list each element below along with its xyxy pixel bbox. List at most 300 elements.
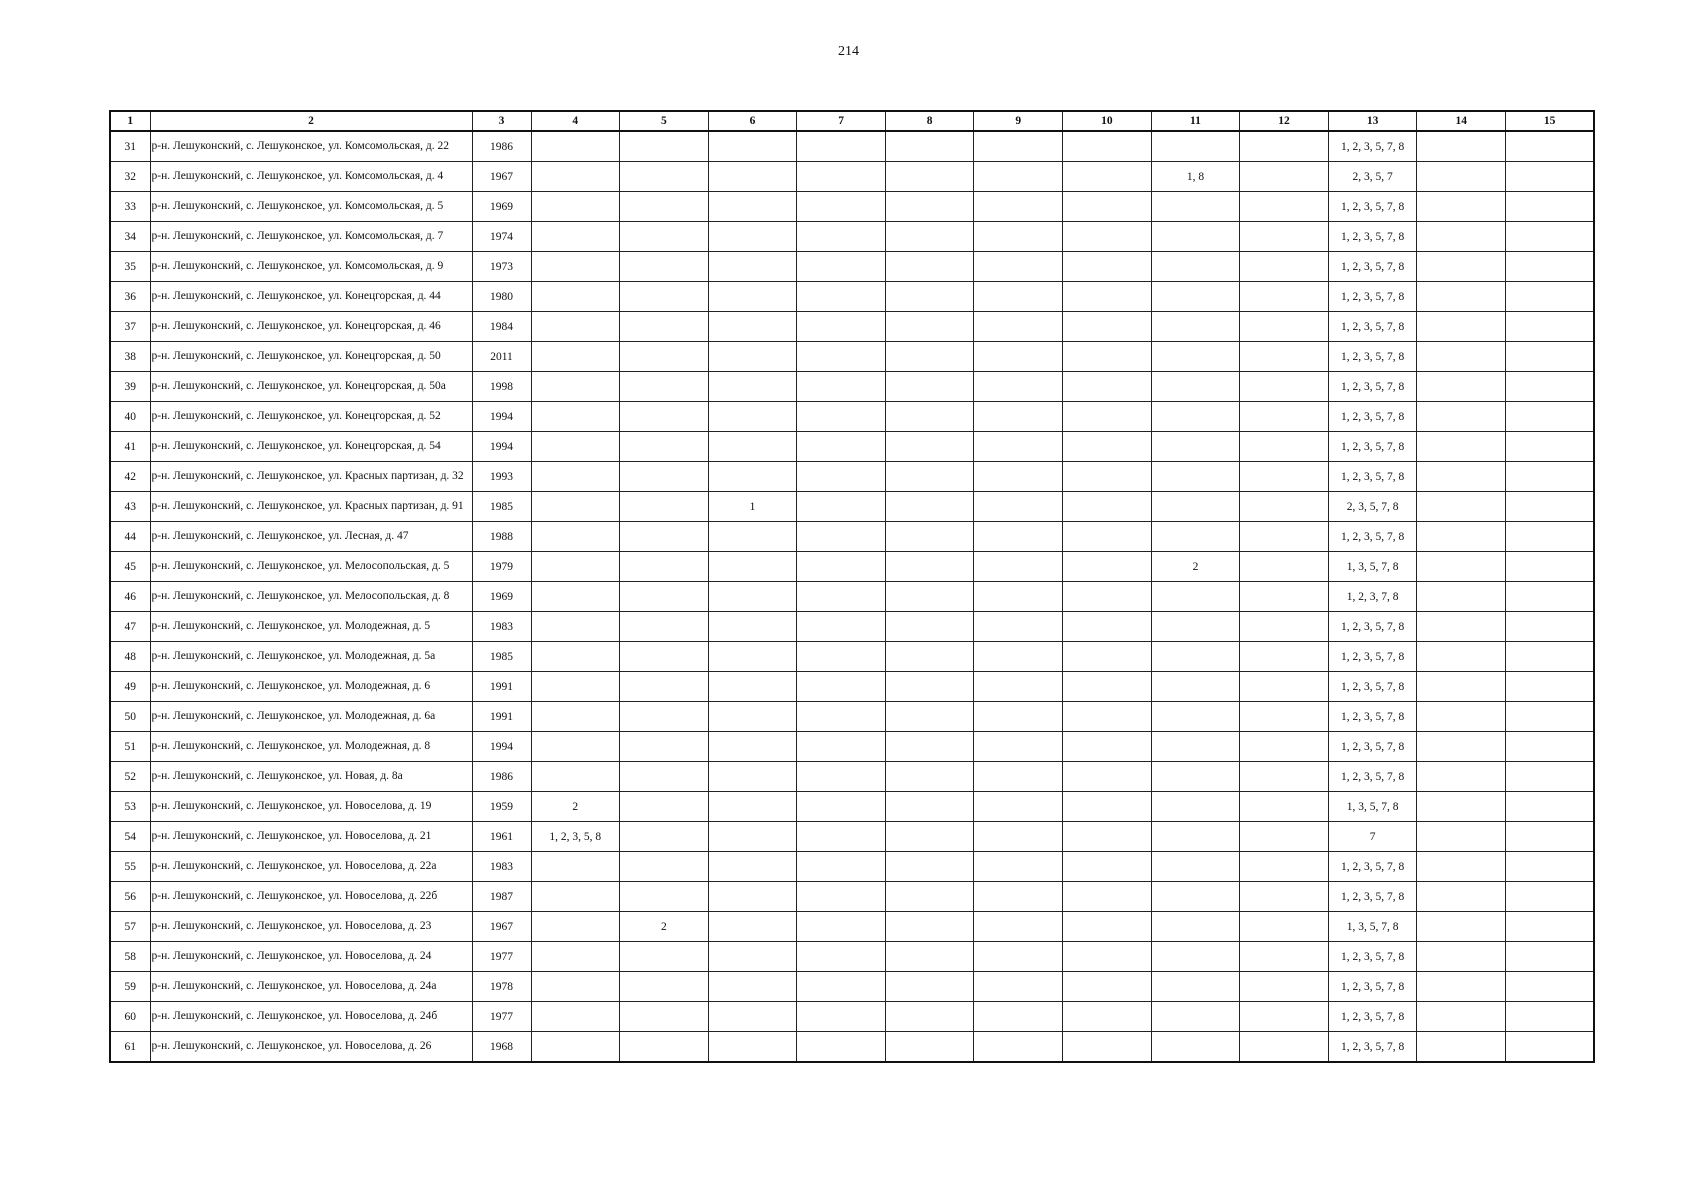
- table-cell: [974, 852, 1063, 882]
- table-cell: [1240, 342, 1329, 372]
- table-cell: 1, 2, 3, 5, 7, 8: [1328, 672, 1417, 702]
- table-cell: [797, 252, 886, 282]
- table-cell: 1, 2, 3, 5, 7, 8: [1328, 522, 1417, 552]
- table-cell: [708, 672, 797, 702]
- table-cell: [1506, 732, 1595, 762]
- table-cell: [1063, 882, 1152, 912]
- table-cell: [1417, 1002, 1506, 1032]
- table-cell: [1240, 372, 1329, 402]
- table-cell: [620, 192, 709, 222]
- table-cell: [885, 162, 974, 192]
- table-cell: [620, 972, 709, 1002]
- table-cell: [531, 642, 620, 672]
- header-row: [110, 111, 1594, 131]
- table-cell: [708, 522, 797, 552]
- table-cell: [620, 312, 709, 342]
- row-number-cell: 32: [110, 162, 150, 192]
- table-row: [110, 762, 1594, 792]
- table-cell: [1506, 492, 1595, 522]
- table-cell: [531, 131, 620, 162]
- row-number-cell: 44: [110, 522, 150, 552]
- table-cell: [1240, 282, 1329, 312]
- table-cell: [974, 552, 1063, 582]
- table-cell: [885, 762, 974, 792]
- table-cell: [531, 1002, 620, 1032]
- table-cell: [1063, 131, 1152, 162]
- table-cell: [974, 1002, 1063, 1032]
- table-cell: [1063, 852, 1152, 882]
- table-cell: 1, 3, 5, 7, 8: [1328, 792, 1417, 822]
- table-cell: [797, 432, 886, 462]
- table-cell: [797, 492, 886, 522]
- row-number-cell: 41: [110, 432, 150, 462]
- table-cell: [1506, 192, 1595, 222]
- table-cell: 1, 2, 3, 5, 7, 8: [1328, 312, 1417, 342]
- table-cell: [1063, 942, 1152, 972]
- table-cell: [797, 822, 886, 852]
- row-number-cell: 34: [110, 222, 150, 252]
- table-row: [110, 582, 1594, 612]
- table-cell: [1063, 432, 1152, 462]
- table-cell: [1506, 462, 1595, 492]
- table-row: [110, 822, 1594, 852]
- table-cell: [1417, 312, 1506, 342]
- table-cell: 2, 3, 5, 7: [1328, 162, 1417, 192]
- table-cell: [1063, 822, 1152, 852]
- table-cell: 1, 2, 3, 5, 7, 8: [1328, 732, 1417, 762]
- table-cell: [1063, 732, 1152, 762]
- table-cell: [1240, 912, 1329, 942]
- address-cell: р-н. Лешуконский, с. Лешуконское, ул. Комсомольская, д. 22: [150, 131, 472, 162]
- table-cell: [797, 672, 886, 702]
- data-table: [109, 110, 1595, 1063]
- table-cell: 1, 2, 3, 5, 7, 8: [1328, 612, 1417, 642]
- table-cell: [1240, 882, 1329, 912]
- table-cell: [1063, 462, 1152, 492]
- table-cell: [974, 282, 1063, 312]
- table-cell: [885, 822, 974, 852]
- table-cell: 1, 2, 3, 5, 7, 8: [1328, 1002, 1417, 1032]
- year-cell: 2011: [472, 342, 531, 372]
- table-cell: [1506, 852, 1595, 882]
- table-cell: 2: [1151, 552, 1240, 582]
- address-cell: р-н. Лешуконский, с. Лешуконское, ул. Новоселова, д. 24: [150, 942, 472, 972]
- table-cell: [974, 762, 1063, 792]
- row-number-cell: 42: [110, 462, 150, 492]
- table-cell: 2: [620, 912, 709, 942]
- table-cell: [1151, 372, 1240, 402]
- table-cell: [620, 792, 709, 822]
- table-cell: [1151, 252, 1240, 282]
- table-cell: [1506, 432, 1595, 462]
- table-cell: [708, 282, 797, 312]
- year-cell: 1978: [472, 972, 531, 1002]
- table-cell: [1063, 342, 1152, 372]
- table-cell: [1417, 131, 1506, 162]
- table-cell: [1417, 552, 1506, 582]
- year-cell: 1968: [472, 1032, 531, 1063]
- table-cell: [620, 762, 709, 792]
- table-cell: 1, 2, 3, 5, 7, 8: [1328, 402, 1417, 432]
- row-number-cell: 36: [110, 282, 150, 312]
- table-cell: [885, 732, 974, 762]
- table-cell: [974, 792, 1063, 822]
- address-cell: р-н. Лешуконский, с. Лешуконское, ул. Мелосопольская, д. 8: [150, 582, 472, 612]
- table-cell: [1506, 702, 1595, 732]
- table-cell: [885, 852, 974, 882]
- table-cell: 1, 2, 3, 5, 7, 8: [1328, 882, 1417, 912]
- table-cell: [531, 582, 620, 612]
- table-cell: [1151, 462, 1240, 492]
- table-cell: [531, 882, 620, 912]
- table-cell: [797, 522, 886, 552]
- table-row: [110, 312, 1594, 342]
- table-cell: [620, 552, 709, 582]
- table-cell: [1240, 252, 1329, 282]
- table-cell: [620, 492, 709, 522]
- table-cell: [531, 702, 620, 732]
- table-cell: [1151, 522, 1240, 552]
- table-cell: [708, 131, 797, 162]
- year-cell: 1980: [472, 282, 531, 312]
- table-cell: [620, 1002, 709, 1032]
- table-cell: [1417, 432, 1506, 462]
- table-cell: [1240, 432, 1329, 462]
- table-cell: [1063, 792, 1152, 822]
- table-cell: [1417, 702, 1506, 732]
- table-row: [110, 522, 1594, 552]
- table-cell: [708, 582, 797, 612]
- table-cell: 1, 2, 3, 5, 7, 8: [1328, 1032, 1417, 1063]
- table-cell: [797, 582, 886, 612]
- address-cell: р-н. Лешуконский, с. Лешуконское, ул. Новоселова, д. 23: [150, 912, 472, 942]
- table-cell: [974, 822, 1063, 852]
- table-row: [110, 972, 1594, 1002]
- year-cell: 1991: [472, 702, 531, 732]
- table-cell: [1506, 912, 1595, 942]
- table-cell: [885, 131, 974, 162]
- table-cell: [974, 522, 1063, 552]
- table-cell: [797, 792, 886, 822]
- row-number-cell: 55: [110, 852, 150, 882]
- table-cell: [1151, 702, 1240, 732]
- year-cell: 1986: [472, 762, 531, 792]
- table-cell: [1151, 642, 1240, 672]
- table-cell: [531, 672, 620, 702]
- table-cell: [1151, 732, 1240, 762]
- table-cell: [1151, 612, 1240, 642]
- table-cell: [531, 462, 620, 492]
- table-cell: [708, 612, 797, 642]
- table-cell: [708, 882, 797, 912]
- table-cell: [1506, 402, 1595, 432]
- table-cell: [1063, 702, 1152, 732]
- table-cell: [708, 702, 797, 732]
- table-cell: [1063, 972, 1152, 1002]
- column-header-9: 9: [974, 111, 1063, 131]
- column-header-11: 11: [1151, 111, 1240, 131]
- table-cell: [708, 852, 797, 882]
- address-cell: р-н. Лешуконский, с. Лешуконское, ул. Комсомольская, д. 7: [150, 222, 472, 252]
- year-cell: 1959: [472, 792, 531, 822]
- table-cell: [885, 492, 974, 522]
- year-cell: 1998: [472, 372, 531, 402]
- year-cell: 1994: [472, 732, 531, 762]
- table-cell: [708, 222, 797, 252]
- table-cell: [1151, 1002, 1240, 1032]
- table-cell: [531, 252, 620, 282]
- table-cell: [797, 972, 886, 1002]
- table-cell: [797, 192, 886, 222]
- table-cell: [974, 1032, 1063, 1063]
- table-cell: [1417, 372, 1506, 402]
- year-cell: 1988: [472, 522, 531, 552]
- table-cell: [797, 732, 886, 762]
- table-cell: [1240, 762, 1329, 792]
- table-cell: [885, 372, 974, 402]
- table-cell: [708, 792, 797, 822]
- table-cell: [797, 342, 886, 372]
- table-cell: [1151, 582, 1240, 612]
- address-cell: р-н. Лешуконский, с. Лешуконское, ул. Новоселова, д. 21: [150, 822, 472, 852]
- table-cell: [1151, 432, 1240, 462]
- table-cell: [1417, 792, 1506, 822]
- table-cell: [1063, 402, 1152, 432]
- address-cell: р-н. Лешуконский, с. Лешуконское, ул. Лесная, д. 47: [150, 522, 472, 552]
- table-cell: [620, 582, 709, 612]
- table-row: [110, 912, 1594, 942]
- year-cell: 1985: [472, 642, 531, 672]
- table-cell: [1240, 942, 1329, 972]
- address-cell: р-н. Лешуконский, с. Лешуконское, ул. Конецгорская, д. 50а: [150, 372, 472, 402]
- table-cell: [1151, 972, 1240, 1002]
- table-cell: [1151, 792, 1240, 822]
- table-cell: [797, 642, 886, 672]
- table-cell: [1240, 822, 1329, 852]
- table-cell: [885, 972, 974, 1002]
- table-row: [110, 342, 1594, 372]
- table-cell: [620, 432, 709, 462]
- table-cell: [1417, 762, 1506, 792]
- table-cell: [1506, 822, 1595, 852]
- column-header-3: 3: [472, 111, 531, 131]
- table-row: [110, 852, 1594, 882]
- address-cell: р-н. Лешуконский, с. Лешуконское, ул. Молодежная, д. 5: [150, 612, 472, 642]
- column-header-5: 5: [620, 111, 709, 131]
- table-row: [110, 282, 1594, 312]
- table-cell: [1151, 131, 1240, 162]
- table-cell: [797, 282, 886, 312]
- table-cell: [1240, 192, 1329, 222]
- table-cell: [1417, 162, 1506, 192]
- table-cell: 2, 3, 5, 7, 8: [1328, 492, 1417, 522]
- column-header-6: 6: [708, 111, 797, 131]
- table-cell: [620, 522, 709, 552]
- table-cell: [620, 162, 709, 192]
- table-cell: [885, 792, 974, 822]
- table-cell: [974, 131, 1063, 162]
- table-cell: [1063, 762, 1152, 792]
- table-cell: [531, 972, 620, 1002]
- table-cell: [708, 1032, 797, 1063]
- table-cell: 1, 2, 3, 5, 7, 8: [1328, 642, 1417, 672]
- row-number-cell: 49: [110, 672, 150, 702]
- table-cell: [531, 372, 620, 402]
- table-cell: [620, 222, 709, 252]
- table-cell: [620, 1032, 709, 1063]
- table-cell: [1417, 732, 1506, 762]
- column-header-15: 15: [1506, 111, 1595, 131]
- table-cell: 1, 2, 3, 7, 8: [1328, 582, 1417, 612]
- row-number-cell: 31: [110, 131, 150, 162]
- table-body: [110, 131, 1594, 1062]
- table-cell: [974, 372, 1063, 402]
- table-cell: 1, 2, 3, 5, 7, 8: [1328, 252, 1417, 282]
- column-header-2: 2: [150, 111, 472, 131]
- table-row: [110, 432, 1594, 462]
- table-cell: [885, 582, 974, 612]
- address-cell: р-н. Лешуконский, с. Лешуконское, ул. Комсомольская, д. 5: [150, 192, 472, 222]
- table-cell: [1240, 972, 1329, 1002]
- column-header-14: 14: [1417, 111, 1506, 131]
- table-cell: [885, 432, 974, 462]
- column-header-13: 13: [1328, 111, 1417, 131]
- table-cell: [885, 462, 974, 492]
- table-row: [110, 492, 1594, 522]
- table-cell: [974, 972, 1063, 1002]
- table-cell: [1240, 402, 1329, 432]
- table-cell: [797, 912, 886, 942]
- table-cell: [620, 702, 709, 732]
- table-cell: [1063, 612, 1152, 642]
- table-cell: [531, 492, 620, 522]
- column-header-12: 12: [1240, 111, 1329, 131]
- table-cell: [1240, 582, 1329, 612]
- table-cell: [797, 131, 886, 162]
- table-cell: [1417, 192, 1506, 222]
- table-cell: [1417, 582, 1506, 612]
- table-cell: [1240, 131, 1329, 162]
- address-cell: р-н. Лешуконский, с. Лешуконское, ул. Новоселова, д. 24б: [150, 1002, 472, 1032]
- table-cell: [1417, 342, 1506, 372]
- table-cell: [1506, 372, 1595, 402]
- table-cell: [1506, 762, 1595, 792]
- row-number-cell: 46: [110, 582, 150, 612]
- table-cell: [708, 552, 797, 582]
- table-cell: 1, 2, 3, 5, 7, 8: [1328, 462, 1417, 492]
- row-number-cell: 43: [110, 492, 150, 522]
- table-cell: [1240, 642, 1329, 672]
- address-cell: р-н. Лешуконский, с. Лешуконское, ул. Конецгорская, д. 50: [150, 342, 472, 372]
- column-header-1: 1: [110, 111, 150, 131]
- table-row: [110, 131, 1594, 162]
- table-cell: [1506, 942, 1595, 972]
- table-row: [110, 672, 1594, 702]
- table-cell: 1, 2, 3, 5, 7, 8: [1328, 131, 1417, 162]
- row-number-cell: 56: [110, 882, 150, 912]
- row-number-cell: 54: [110, 822, 150, 852]
- year-cell: 1985: [472, 492, 531, 522]
- table-cell: [797, 882, 886, 912]
- table-cell: [708, 192, 797, 222]
- table-cell: [974, 312, 1063, 342]
- row-number-cell: 35: [110, 252, 150, 282]
- row-number-cell: 39: [110, 372, 150, 402]
- table-cell: [531, 402, 620, 432]
- row-number-cell: 52: [110, 762, 150, 792]
- table-cell: [974, 252, 1063, 282]
- table-cell: [620, 282, 709, 312]
- column-header-4: 4: [531, 111, 620, 131]
- table-cell: [708, 972, 797, 1002]
- table-cell: [885, 942, 974, 972]
- table-cell: [797, 222, 886, 252]
- table-cell: [797, 402, 886, 432]
- address-cell: р-н. Лешуконский, с. Лешуконское, ул. Новоселова, д. 26: [150, 1032, 472, 1063]
- table-cell: [1151, 672, 1240, 702]
- table-cell: [1506, 1032, 1595, 1063]
- table-cell: [1506, 342, 1595, 372]
- table-cell: [885, 552, 974, 582]
- table-cell: [1417, 882, 1506, 912]
- year-cell: 1983: [472, 852, 531, 882]
- table-cell: [531, 852, 620, 882]
- table-cell: [1063, 1032, 1152, 1063]
- address-cell: р-н. Лешуконский, с. Лешуконское, ул. Новоселова, д. 22б: [150, 882, 472, 912]
- table-cell: [1417, 222, 1506, 252]
- table-cell: [1506, 792, 1595, 822]
- table-cell: [620, 942, 709, 972]
- table-cell: [1063, 372, 1152, 402]
- address-cell: р-н. Лешуконский, с. Лешуконское, ул. Новоселова, д. 19: [150, 792, 472, 822]
- table-cell: [885, 1002, 974, 1032]
- table-cell: [885, 672, 974, 702]
- table-cell: [974, 612, 1063, 642]
- table-cell: [1063, 192, 1152, 222]
- table-cell: [797, 1002, 886, 1032]
- address-cell: р-н. Лешуконский, с. Лешуконское, ул. Конецгорская, д. 46: [150, 312, 472, 342]
- row-number-cell: 45: [110, 552, 150, 582]
- address-cell: р-н. Лешуконский, с. Лешуконское, ул. Красных партизан, д. 32: [150, 462, 472, 492]
- year-cell: 1984: [472, 312, 531, 342]
- table-cell: [797, 1032, 886, 1063]
- table-cell: [797, 852, 886, 882]
- table-cell: [885, 342, 974, 372]
- table-cell: [1506, 582, 1595, 612]
- table-cell: [1417, 822, 1506, 852]
- table-cell: [620, 672, 709, 702]
- table-cell: 1, 2, 3, 5, 7, 8: [1328, 972, 1417, 1002]
- row-number-cell: 38: [110, 342, 150, 372]
- table-cell: [708, 402, 797, 432]
- table-cell: [708, 642, 797, 672]
- year-cell: 1979: [472, 552, 531, 582]
- table-cell: [1506, 252, 1595, 282]
- table-cell: [1063, 162, 1152, 192]
- row-number-cell: 58: [110, 942, 150, 972]
- table-cell: [885, 252, 974, 282]
- table-cell: [885, 882, 974, 912]
- table-cell: [1240, 522, 1329, 552]
- table-cell: [1151, 822, 1240, 852]
- table-row: [110, 942, 1594, 972]
- table-cell: [1240, 702, 1329, 732]
- address-cell: р-н. Лешуконский, с. Лешуконское, ул. Конецгорская, д. 54: [150, 432, 472, 462]
- table-cell: [1417, 1032, 1506, 1063]
- table-cell: [885, 702, 974, 732]
- table-cell: [1151, 912, 1240, 942]
- table-cell: [797, 612, 886, 642]
